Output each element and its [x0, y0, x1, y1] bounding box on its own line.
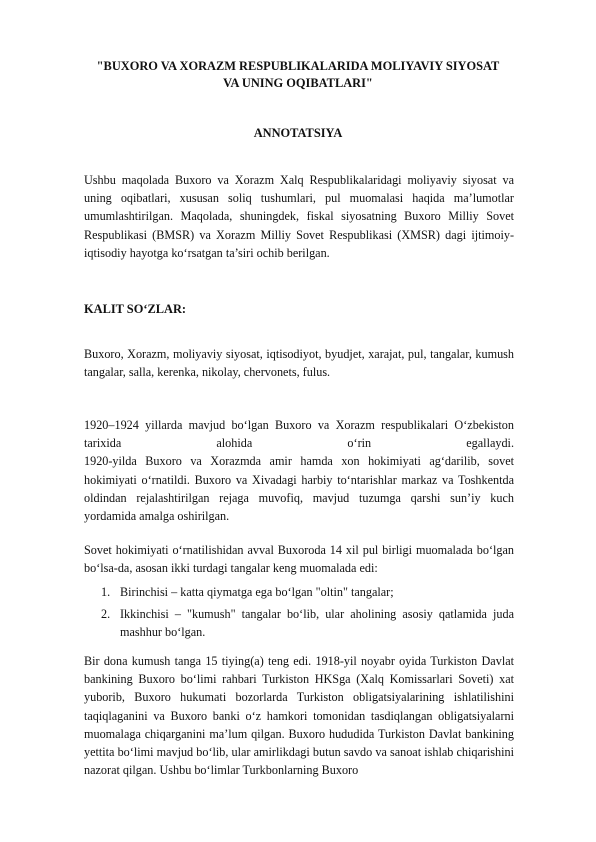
annotation-heading: ANNOTATSIYA [253, 126, 343, 140]
para1-rest: 1920-yilda Buxoro va Xorazmda amir hamda xon hokimiyati ag‘darilib, sovet hokimiyati o‘rnatildi. Buxoro va Xivadagi harbiy to‘ntarishlar markaz va Toshkentda oldindan rejalashtirilgan rejaga muvofiq, mavjud tuzumga qarshi sun’iy kuch yordamida amalga oshirilgan. [84, 454, 514, 524]
list-item-number: 1. [101, 585, 111, 599]
body-paragraph-3: Bir dona kumush tanga 15 tiying(a) teng edi. 1918-yil noyabr oyida Turkiston Davlat bankining Buxoro bo‘limi rahbari Turkiston HKSga (Xalq Komissarlari Soveti) xat yuborib, Buxoro hukumati bozorlarda Turkiston obligatsiyalarining ishlatilishini taqiqlaganini va Buxoro banki o‘z hamkori tomonidan tasdiqlangan obligatsiyalarni muomalaga chiqarganini ma’lum qilgan. Buxoro hududida Turkiston Davlat bankining yettita bo‘limi mavjud bo‘lib, ular amirlikdagi butun savdo va sanoat ishlab chiqarishini nazorat qilgan. Ushbu bo‘limlar Turkbonlarning Buxoro [84, 654, 514, 778]
keywords-paragraph: Buxoro, Xorazm, moliyaviy siyosat, iqtisodiyot, byudjet, xarajat, pul, tangalar, kumush tangalar, salla, kerenka, nikolay, chervonets, fulus. [84, 347, 514, 380]
keywords-heading: KALIT SO‘ZLAR: [84, 302, 187, 316]
annotation-paragraph: Ushbu maqolada Buxoro va Xorazm Xalq Respublikalaridagi moliyaviy siyosat va uning oqibatlari, xususan soliq tushumlari, pul muomalasi haqida ma’lumotlar umumlashtirilgan. Maqolada, shuningdek, fiskal siyosatning Buxoro Milliy Sovet Respublikasi (BMSR) va Xorazm Milliy Sovet Respublikasi (XMSR) dagi ijtimoiy-iqtisodiy hayotga ko‘rsatgan ta’siri ochib berilgan. [84, 173, 514, 260]
list-item [84, 605, 514, 641]
list-item-text: Ikkinchisi – "kumush" tangalar bo‘lib, ular aholining asosiy qatlamida juda mashhur bo‘lgan. [120, 607, 514, 640]
para1-line-1: 1920–1924 yillarda mavjud bo‘lgan Buxoro va Xorazm respublikalari O‘zbekiston [84, 418, 514, 432]
document-title [72, 58, 524, 92]
para1-line-2: tarixida alohida o‘rin egallaydi. [84, 436, 514, 451]
body-paragraph-1 [84, 416, 514, 525]
title-line-2: VA UNING OQIBATLARI" [223, 76, 373, 90]
list-item-number: 2. [101, 607, 111, 622]
body-paragraph-2: Sovet hokimiyati o‘rnatilishidan avval Buxoroda 14 xil pul birligi muomalada bo‘lgan bo‘lsa-da, asosan ikki turdagi tangalar keng muomalada edi: [84, 543, 514, 576]
list-item-text: Birinchisi – katta qiymatga ega bo‘lgan "oltin" tangalar; [120, 585, 394, 599]
list-item [84, 583, 514, 601]
coin-type-list [84, 583, 514, 642]
title-line-1: "BUXORO VA XORAZM RESPUBLIKALARIDA MOLIYAVIY SIYOSAT [96, 59, 500, 73]
